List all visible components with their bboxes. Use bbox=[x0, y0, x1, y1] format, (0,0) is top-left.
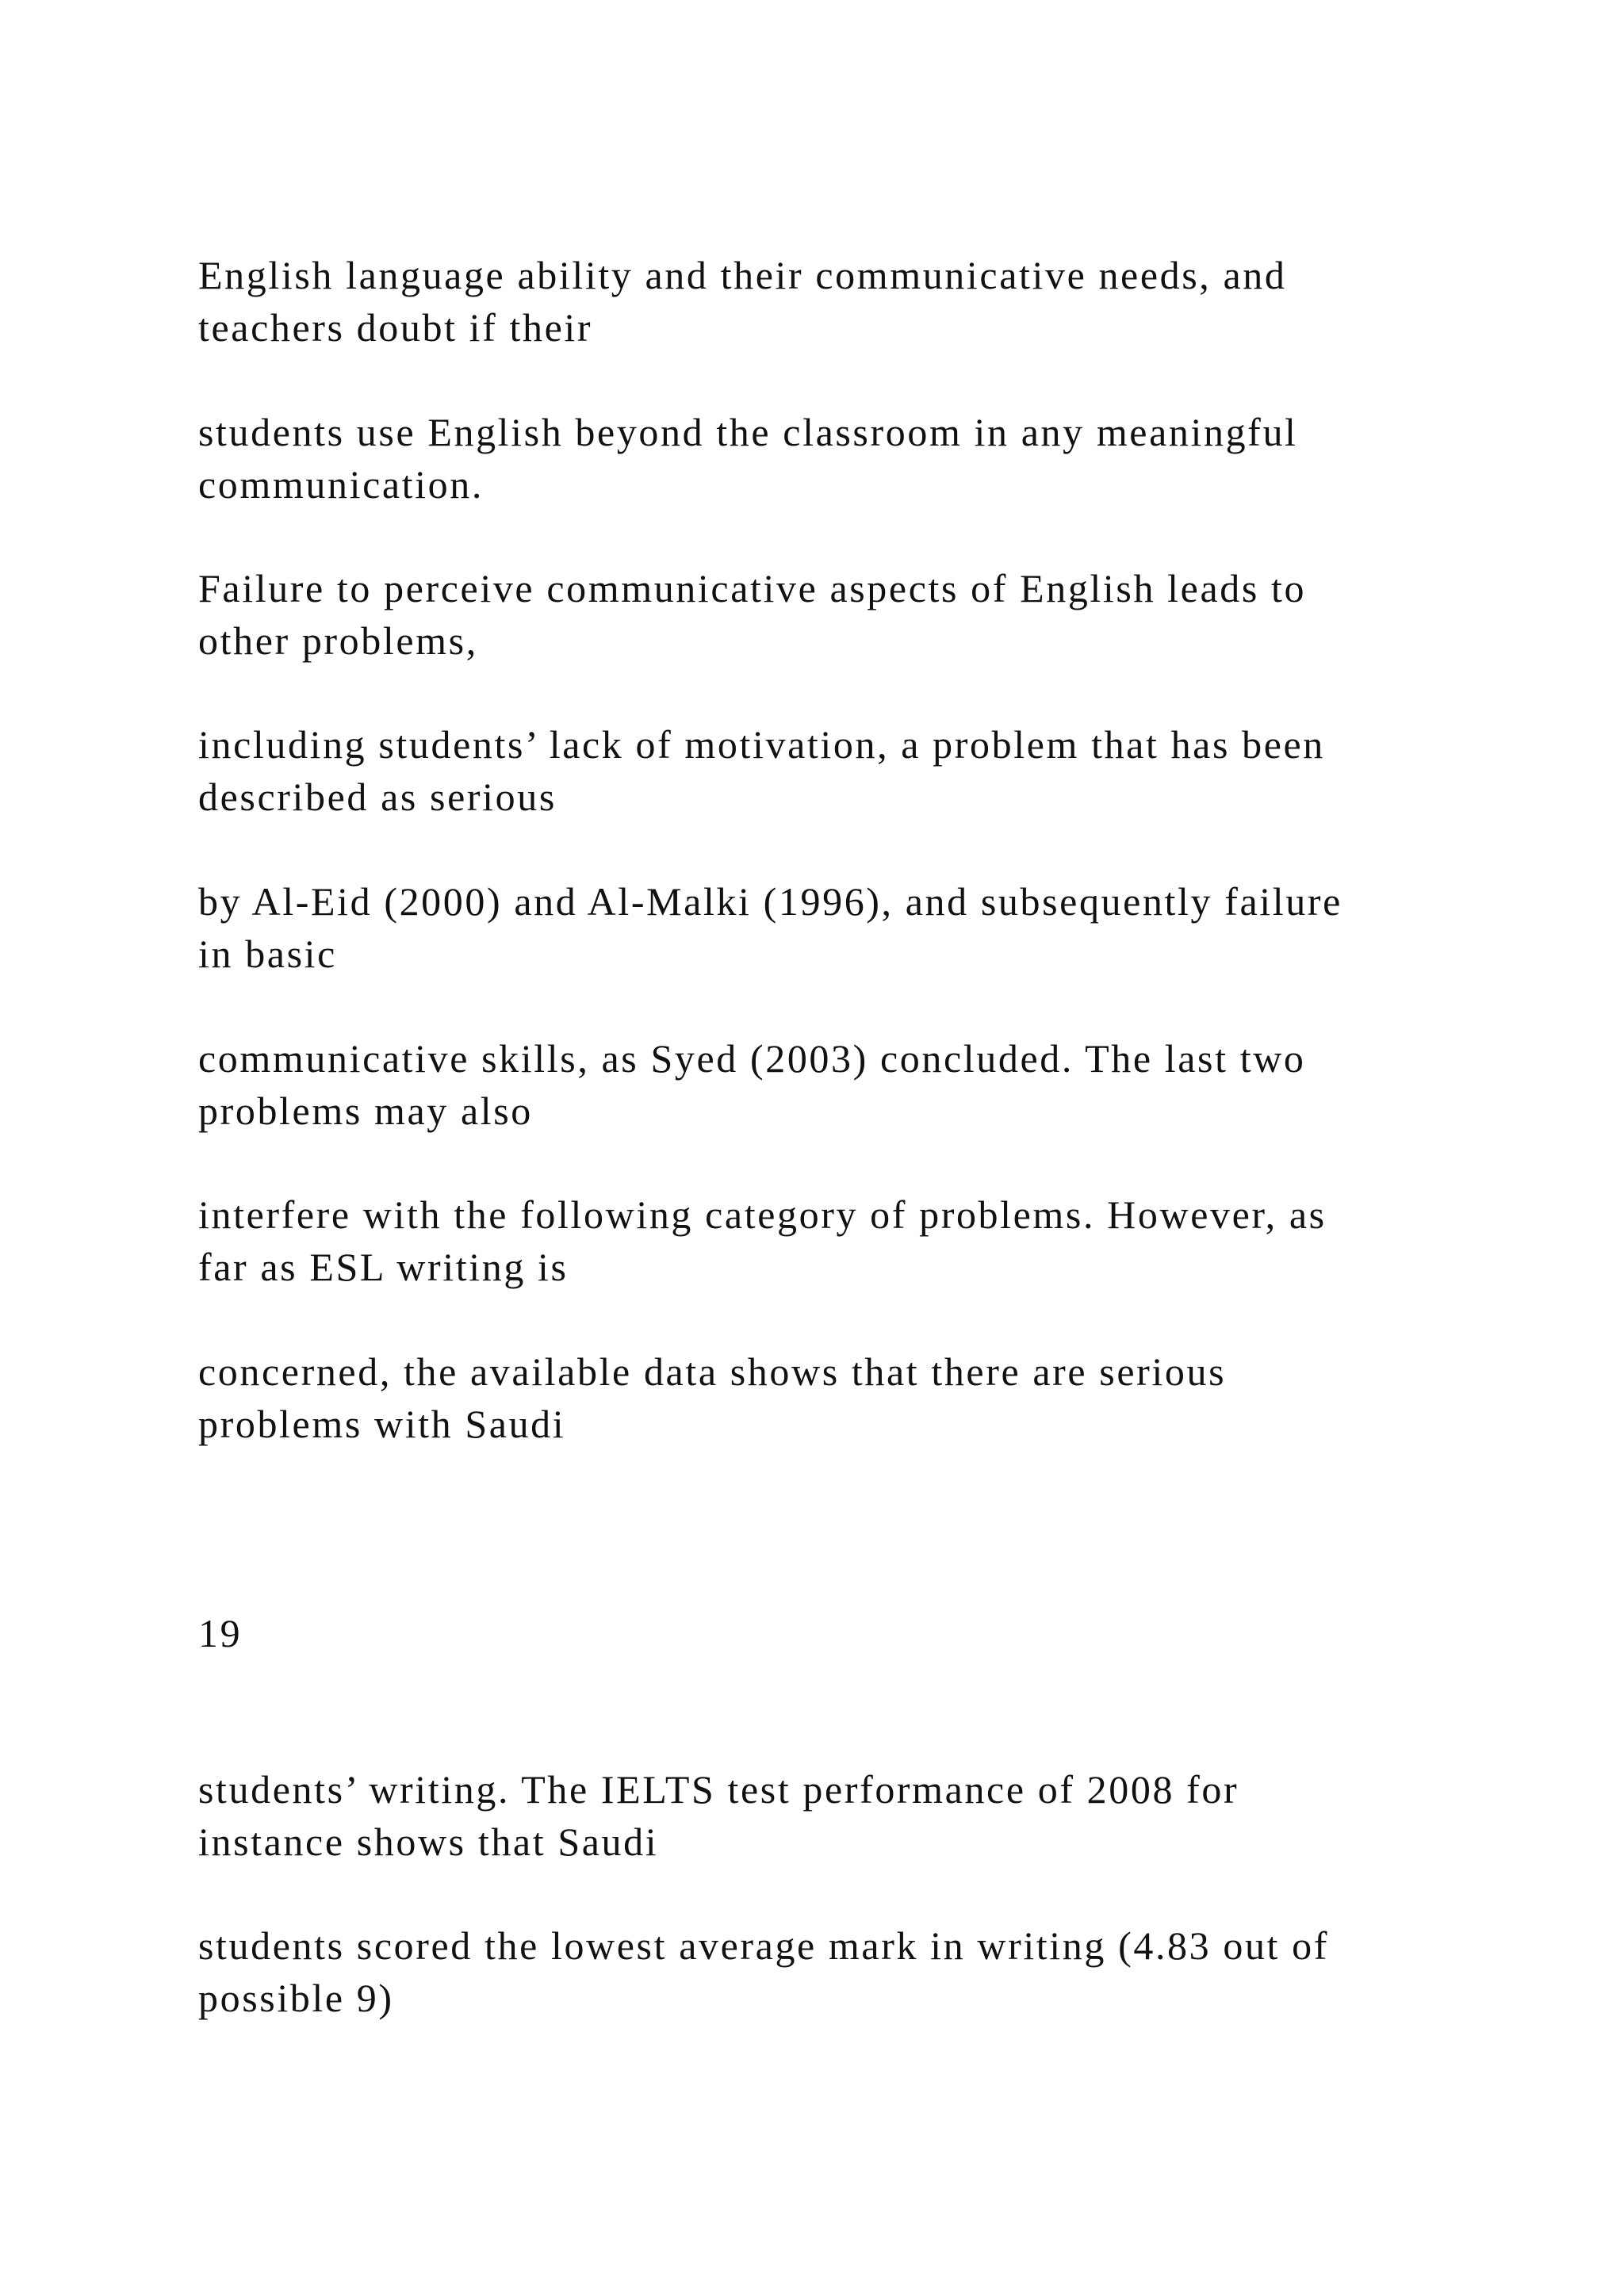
paragraph bbox=[198, 1919, 1507, 2024]
paragraph-line: interfere with the following category of problems. However, as bbox=[198, 1192, 1327, 1237]
page-number: 19 bbox=[198, 1611, 243, 1655]
paragraph-line: students use English beyond the classroom in any meaningful bbox=[198, 410, 1298, 454]
paragraph-line: instance shows that Saudi bbox=[198, 1820, 659, 1864]
paragraph-line: concerned, the available data shows that there are serious bbox=[198, 1349, 1227, 1394]
paragraph bbox=[198, 1763, 1507, 1868]
paragraph-line: communication. bbox=[198, 462, 484, 507]
paragraph-line: in basic bbox=[198, 932, 337, 976]
paragraph-line: students’ writing. The IELTS test performance of 2008 for bbox=[198, 1767, 1239, 1812]
paragraph-line: by Al-Eid (2000) and Al-Malki (1996), and subsequently failure bbox=[198, 879, 1342, 924]
paragraph-line: teachers doubt if their bbox=[198, 305, 593, 350]
paragraph-line: problems with Saudi bbox=[198, 1402, 566, 1446]
paragraph bbox=[198, 249, 1507, 354]
paragraph bbox=[198, 718, 1507, 823]
paragraph-line: far as ESL writing is bbox=[198, 1245, 569, 1289]
paragraph-line: other problems, bbox=[198, 618, 478, 663]
paragraph-line: possible 9) bbox=[198, 1976, 394, 2020]
paragraph-line: described as serious bbox=[198, 775, 557, 819]
paragraph-line: English language ability and their communicative needs, and bbox=[198, 253, 1287, 297]
paragraph bbox=[198, 1032, 1507, 1137]
paragraph bbox=[198, 875, 1507, 980]
paragraph bbox=[198, 562, 1507, 667]
paragraph bbox=[198, 1188, 1507, 1293]
paragraph-line: problems may also bbox=[198, 1089, 533, 1133]
paragraph bbox=[198, 406, 1507, 511]
paragraph-line: Failure to perceive communicative aspects of English leads to bbox=[198, 566, 1307, 610]
paragraph-line: communicative skills, as Syed (2003) concluded. The last two bbox=[198, 1036, 1306, 1081]
paragraph bbox=[198, 1345, 1507, 1450]
paragraph-line: students scored the lowest average mark in writing (4.83 out of bbox=[198, 1923, 1329, 1968]
paragraph-line: including students’ lack of motivation, a problem that has been bbox=[198, 722, 1325, 767]
